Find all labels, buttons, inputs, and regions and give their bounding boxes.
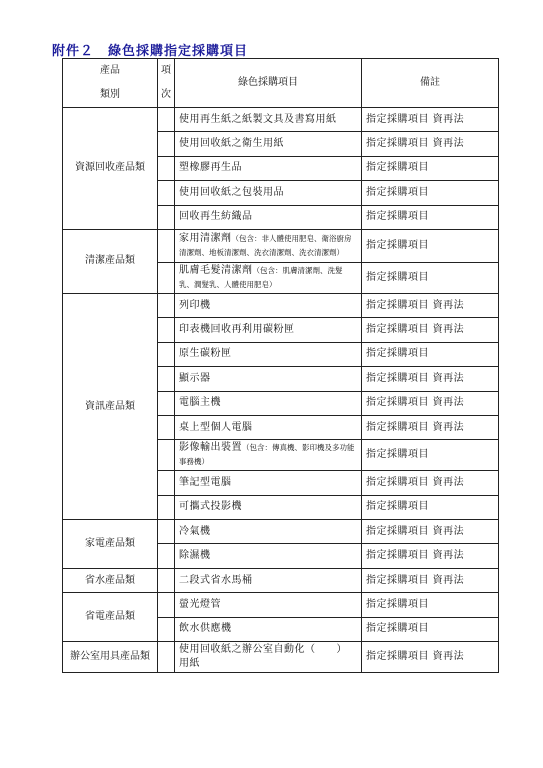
item-cell: 飲水供應機: [175, 617, 362, 641]
number-cell: [158, 471, 175, 495]
item-cell: 使用再生紙之紙製文具及書寫用紙: [175, 108, 362, 132]
category-cell: 省水產品類: [63, 568, 158, 592]
number-cell: [158, 132, 175, 156]
note-cell: 指定採購項目 資再法: [362, 132, 499, 156]
note-cell: 指定採購項目: [362, 495, 499, 519]
note-cell: 指定採購項目 資再法: [362, 520, 499, 544]
category-cell: 資源回收產品類: [63, 108, 158, 230]
category-cell: 省電產品類: [63, 593, 158, 642]
number-cell: [158, 440, 175, 471]
category-cell: 辦公室用具產品類: [63, 642, 158, 673]
note-cell: 指定採購項目 資再法: [362, 642, 499, 673]
category-cell: 家電產品類: [63, 520, 158, 569]
note-cell: 指定採購項目 資再法: [362, 415, 499, 439]
item-cell: [175, 262, 362, 293]
document-title: 附件２ 綠色採購指定採購項目: [52, 44, 249, 59]
item-cell: 使用回收紙之辦公室自動化（ ）用紙: [175, 642, 362, 673]
item-cell: 螢光燈管: [175, 593, 362, 617]
note-cell: 指定採購項目: [362, 440, 499, 471]
number-cell: [158, 181, 175, 205]
number-cell: [158, 495, 175, 519]
table-row: [63, 520, 499, 544]
note-cell: 指定採購項目 資再法: [362, 293, 499, 317]
item-cell: 使用回收紙之衛生用紙: [175, 132, 362, 156]
number-cell: [158, 342, 175, 366]
header-number: 項 次: [158, 59, 175, 108]
number-cell: [158, 108, 175, 132]
table-header-row: [63, 59, 499, 108]
number-cell: [158, 415, 175, 439]
number-cell: [158, 617, 175, 641]
note-cell: 指定採購項目 資再法: [362, 471, 499, 495]
item-detail: （包含：傳真機、影印機及多功能事務機）: [179, 443, 355, 467]
note-cell: 指定採購項目: [362, 593, 499, 617]
item-detail: （包含：肌膚清潔劑、洗髮乳、潤髮乳、人體使用肥皂）: [179, 265, 343, 289]
table-row: [63, 229, 499, 262]
item-cell: 原生碳粉匣: [175, 342, 362, 366]
item-name: 肌膚毛髮清潔劑: [179, 264, 253, 276]
number-cell: [158, 544, 175, 568]
item-cell: 使用回收紙之包裝用品: [175, 181, 362, 205]
table-row: [63, 642, 499, 673]
item-cell: 桌上型個人電腦: [175, 415, 362, 439]
number-cell: [158, 367, 175, 391]
number-cell: [158, 568, 175, 592]
category-cell: 清潔產品類: [63, 229, 158, 293]
note-cell: 指定採購項目: [362, 342, 499, 366]
note-cell: 指定採購項目 資再法: [362, 544, 499, 568]
item-cell: 印表機回收再利用碳粉匣: [175, 318, 362, 342]
note-cell: 指定採購項目 資再法: [362, 391, 499, 415]
note-cell: 指定採購項目: [362, 229, 499, 262]
item-cell: 顯示器: [175, 367, 362, 391]
item-cell: 回收再生紡織品: [175, 205, 362, 229]
number-cell: [158, 229, 175, 262]
number-cell: [158, 391, 175, 415]
note-cell: 指定採購項目 資再法: [362, 367, 499, 391]
number-cell: [158, 520, 175, 544]
green-procurement-table: [62, 58, 499, 673]
item-cell: 塑橡膠再生品: [175, 156, 362, 180]
item-detail: （包含：非人體使用肥皂、衛浴廚房清潔劑、地板清潔劑、洗衣清潔劑、洗衣清潔劑）: [179, 233, 352, 257]
number-cell: [158, 156, 175, 180]
item-cell: 冷氣機: [175, 520, 362, 544]
table-row: [63, 293, 499, 317]
note-cell: 指定採購項目 資再法: [362, 108, 499, 132]
number-cell: [158, 205, 175, 229]
header-note: 備註: [362, 59, 499, 108]
item-cell: 電腦主機: [175, 391, 362, 415]
note-cell: 指定採購項目 資再法: [362, 318, 499, 342]
note-cell: 指定採購項目: [362, 617, 499, 641]
item-cell: 列印機: [175, 293, 362, 317]
header-item: 綠色採購項目: [175, 59, 362, 108]
table-row: [63, 593, 499, 617]
item-cell: 除濕機: [175, 544, 362, 568]
note-cell: 指定採購項目: [362, 262, 499, 293]
table-row: [63, 568, 499, 592]
number-cell: [158, 642, 175, 673]
note-cell: 指定採購項目: [362, 181, 499, 205]
header-category: 產品 類別: [63, 59, 158, 108]
note-cell: 指定採購項目 資再法: [362, 568, 499, 592]
table-row: [63, 108, 499, 132]
category-cell: 資訊產品類: [63, 293, 158, 519]
number-cell: [158, 593, 175, 617]
number-cell: [158, 318, 175, 342]
item-cell: 可攜式投影機: [175, 495, 362, 519]
item-cell: [175, 229, 362, 262]
number-cell: [158, 293, 175, 317]
number-cell: [158, 262, 175, 293]
item-cell: 二段式省水馬桶: [175, 568, 362, 592]
item-cell: 筆記型電腦: [175, 471, 362, 495]
note-cell: 指定採購項目: [362, 156, 499, 180]
item-name: 影像輸出裝置: [179, 442, 242, 454]
note-cell: 指定採購項目: [362, 205, 499, 229]
item-name: 家用清潔劑: [179, 232, 232, 244]
item-cell: [175, 440, 362, 471]
